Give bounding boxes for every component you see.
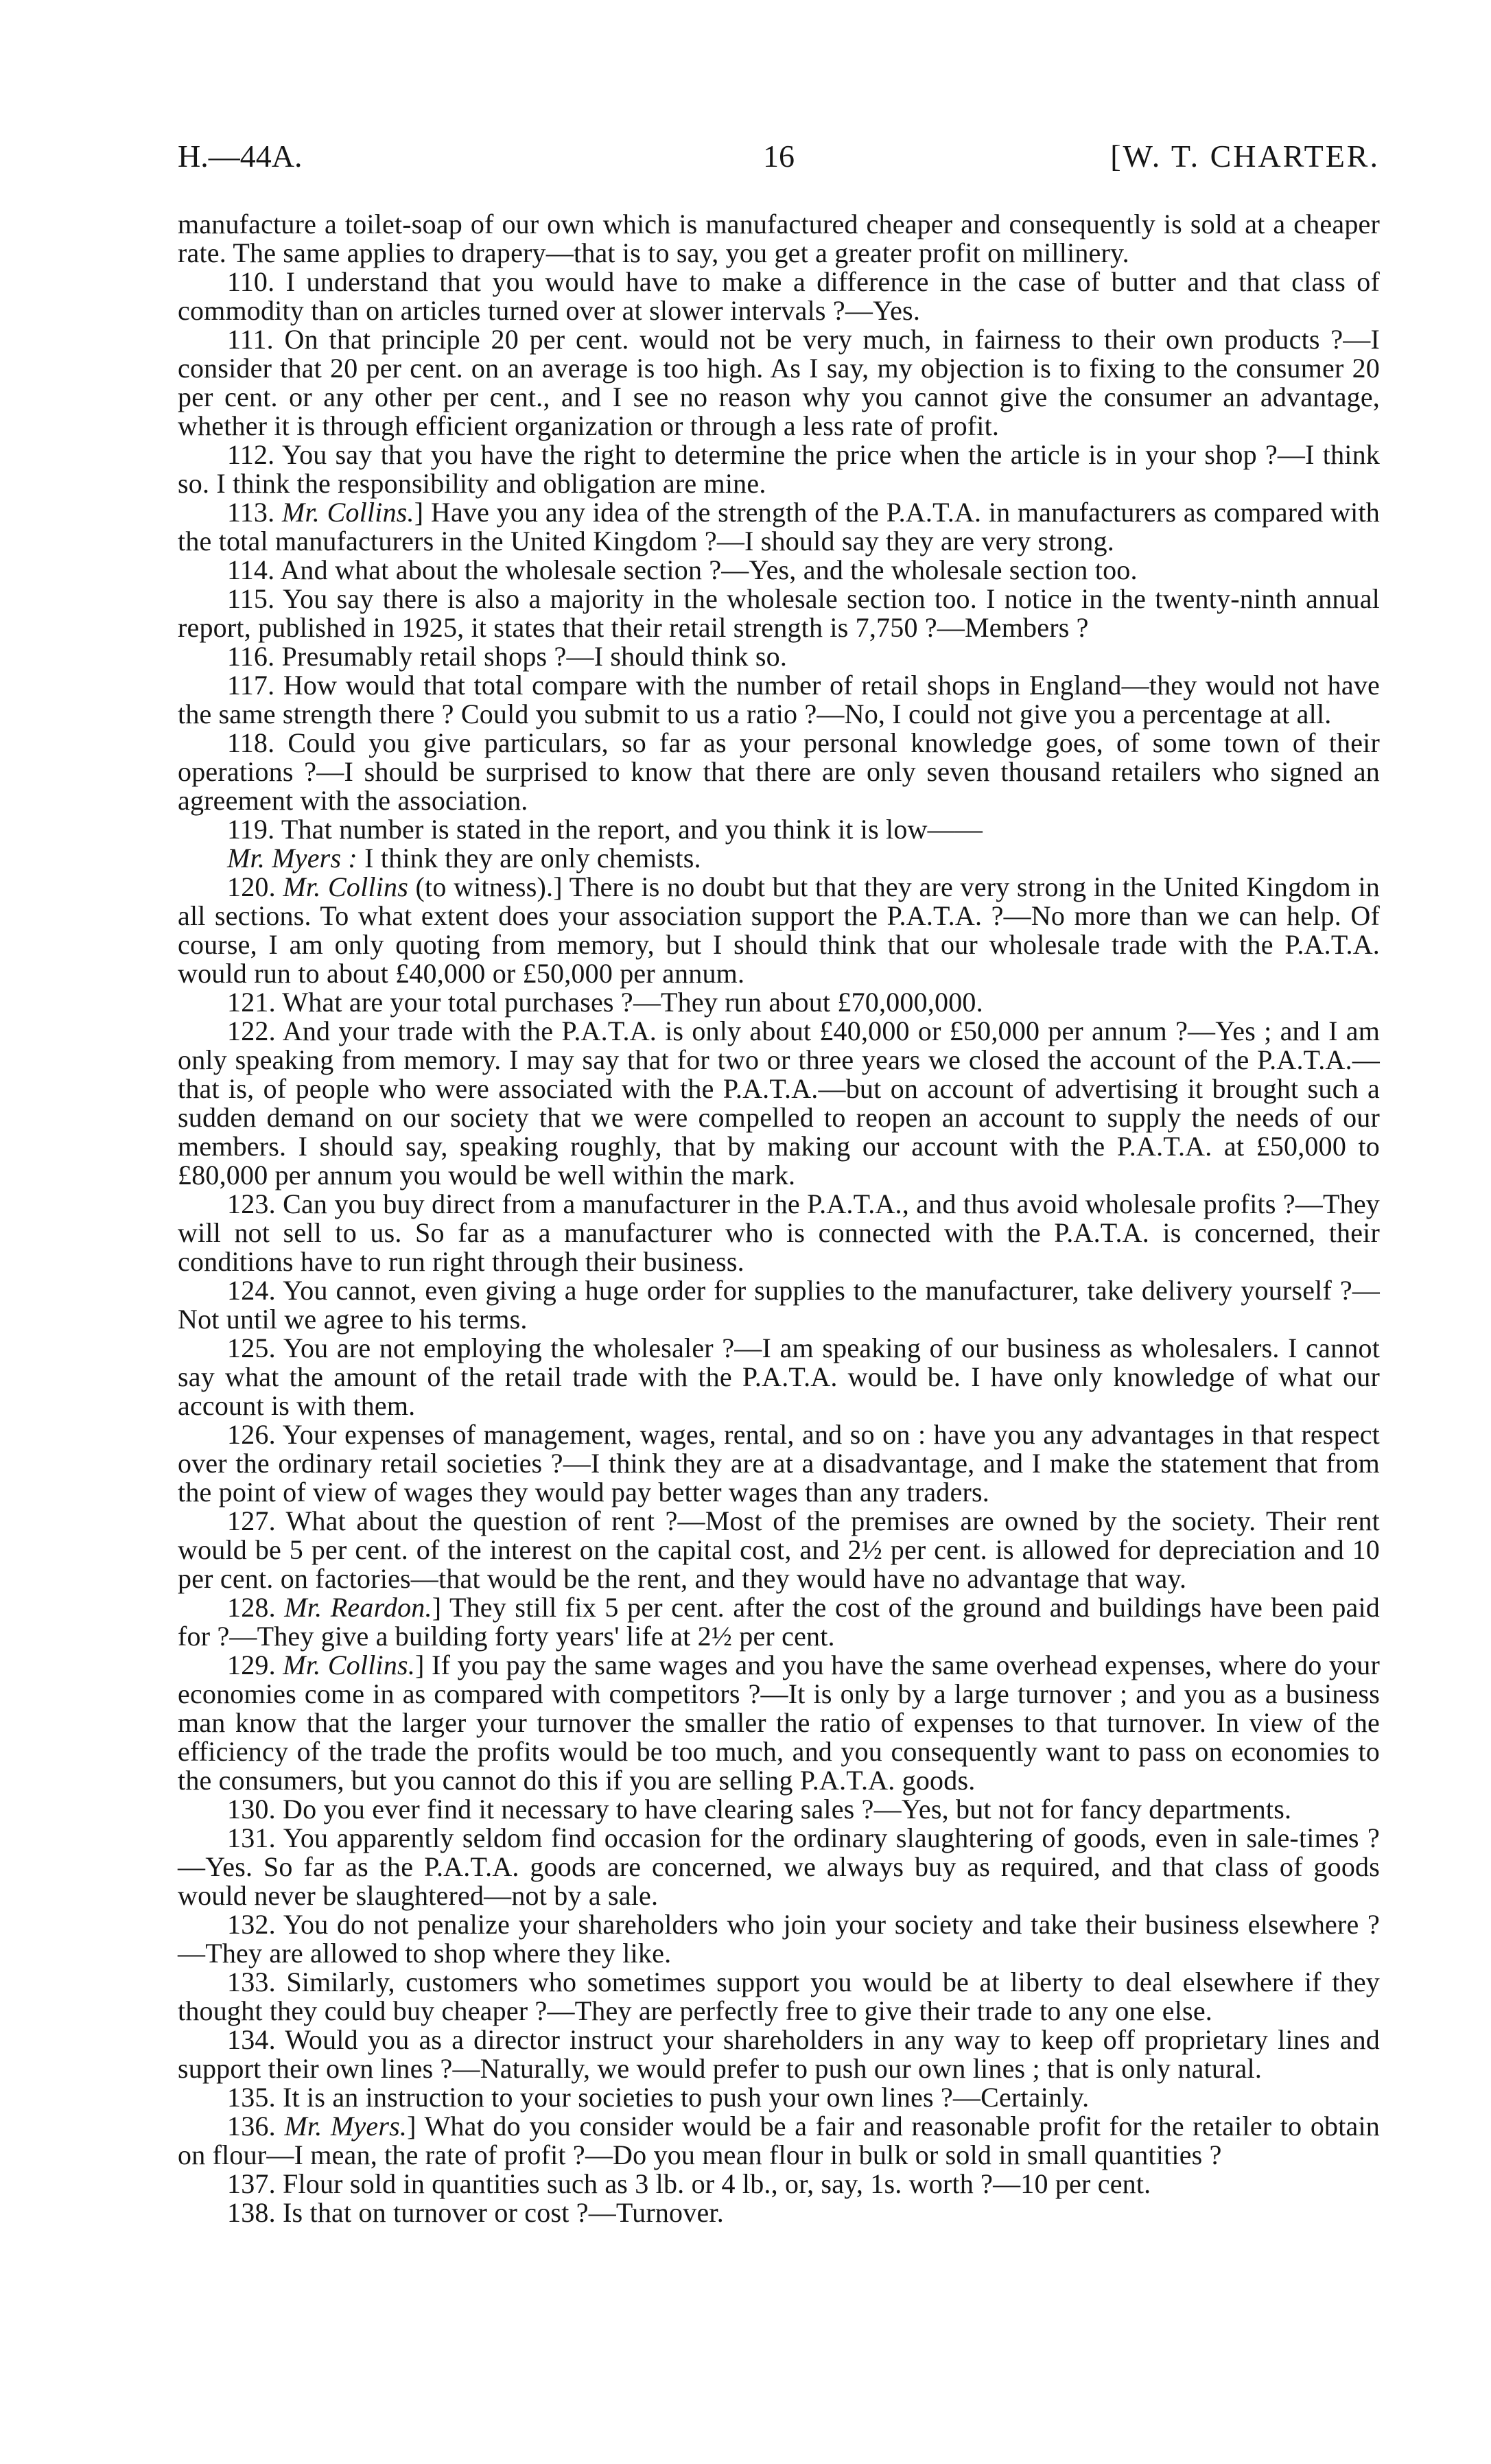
question-number: 134. — [227, 2024, 276, 2055]
question-number: 117. — [227, 670, 275, 701]
paragraph-text: Could you give particulars, so far as your personal knowledge goes, of some town of their operations ?—I should be surprised to know that there are only seven thousand retailers who signed an agreement with the association. — [178, 727, 1380, 816]
paragraph-text: You say there is also a majority in the wholesale section too. I notice in the twenty-ninth annual report, published in 1925, it states that their retail strength is 7,750 ?—Members ? — [178, 583, 1380, 643]
paragraph-text: Your expenses of management, wages, rental, and so on : have you any advantages in that respect over the ordinary retail societies ?—I think they are at a disadvantage, and I make the statement that from the point of view of wages they would pay better wages than any traders. — [178, 1419, 1380, 1507]
speaker-name: Mr. Collins. — [283, 1650, 416, 1680]
paragraph-text: I think they are only chemists. — [364, 843, 701, 873]
paragraph-text: Similarly, customers who sometimes support you would be at liberty to deal elsewhere if they thought they could buy cheaper ?—They are perfectly free to give their trade to any one else. — [178, 1967, 1380, 2026]
question-number: 124. — [227, 1275, 276, 1306]
speaker-name: Mr. Collins — [283, 871, 408, 902]
speaker-name: Mr. Reardon. — [284, 1592, 432, 1623]
paragraph-text: What are your total purchases ?—They run about £70,000,000. — [282, 987, 983, 1018]
paragraph-text: You cannot, even giving a huge order for supplies to the manufacturer, take delivery yourself ?—Not until we agree to his terms. — [178, 1275, 1380, 1335]
question-115 — [178, 585, 1380, 642]
paragraph-text: Would you as a director instruct your shareholders in any way to keep off proprietary lines and support their own lines ?—Naturally, we would prefer to push our own lines ; that is only natural. — [178, 2024, 1380, 2084]
question-number: 122. — [227, 1016, 276, 1046]
question-number: 118. — [227, 727, 275, 758]
witness-name: [W. T. CHARTER. — [1110, 139, 1380, 174]
question-number: 128. — [227, 1592, 276, 1623]
question-number: 121. — [227, 987, 276, 1018]
paragraph-text: That number is stated in the report, and you think it is low—— — [281, 814, 983, 845]
question-number: 132. — [227, 1909, 276, 1940]
speaker-bracket: ] — [415, 1650, 425, 1680]
question-number: 120. — [227, 871, 276, 902]
paragraph-text: How would that total compare with the number of retail shops in England—they would not have the same strength there ? Could you submit to us a ratio ?—No, I could not give you a percentage at all. — [178, 670, 1380, 729]
speaker-name: Mr. Myers. — [284, 2111, 408, 2142]
question-138 — [178, 2198, 1380, 2227]
speaker-bracket: (to witness).] — [408, 871, 563, 902]
paragraph-text: You say that you have the right to determine the price when the article is in your shop ?—I think so. I think the responsibility and obligation are mine. — [178, 439, 1381, 499]
page-header — [178, 137, 1380, 176]
question-113 — [178, 498, 1380, 556]
question-135 — [178, 2083, 1380, 2112]
question-125 — [178, 1334, 1380, 1420]
paragraph-text: manufacture a toilet-soap of our own which is manufactured cheaper and consequently is sold at a cheaper rate. The same applies to drapery—that is to say, you get a greater profit on millinery. — [178, 209, 1380, 268]
paragraph-text: Is that on turnover or cost ?—Turnover. — [283, 2197, 724, 2228]
question-number: 127. — [227, 1505, 276, 1536]
question-136 — [178, 2112, 1380, 2170]
speaker-bracket: ] — [414, 497, 424, 528]
question-112 — [178, 441, 1380, 498]
paragraph-text: Flour sold in quantities such as 3 lb. or 4 lb., or, say, 1s. worth ?—10 per cent. — [283, 2168, 1151, 2199]
question-111 — [178, 325, 1380, 441]
question-number: 131. — [227, 1822, 276, 1853]
question-number: 130. — [227, 1794, 276, 1824]
question-137 — [178, 2170, 1380, 2198]
paragraph-text: Presumably retail shops ?—I should think so. — [281, 641, 788, 672]
question-number: 110. — [227, 266, 275, 297]
question-110 — [178, 268, 1380, 325]
question-116 — [178, 642, 1380, 671]
question-number: 136. — [227, 2111, 276, 2142]
question-121 — [178, 988, 1380, 1017]
paragraph-text: And your trade with the P.A.T.A. is only about £40,000 or £50,000 per annum ?—Yes ; and I am only speaking from memory. I may say that for two or three years we closed the account of the P.A.T.A.—that is, of people who were associated with the P.A.T.A.—but on account of advertising it brought such a sudden demand on our society that we were compelled to reopen an account to supply the needs of our members. I should say, speaking roughly, that by making our account with the P.A.T.A. at £50,000 to £80,000 per annum you would be well within the mark. — [178, 1016, 1381, 1190]
question-119 — [178, 815, 1380, 844]
question-number: 119. — [227, 814, 275, 845]
question-118 — [178, 729, 1380, 815]
question-131 — [178, 1824, 1380, 1910]
continued-answer — [178, 210, 1380, 268]
speaker-bracket: ] — [407, 2111, 416, 2142]
speaker-bracket: ] — [432, 1592, 442, 1623]
question-number: 114. — [227, 554, 275, 585]
question-number: 123. — [227, 1188, 276, 1219]
question-number: 135. — [227, 2082, 276, 2113]
paragraph-text: Can you buy direct from a manufacturer in the P.A.T.A., and thus avoid wholesale profits ?—They will not sell to us. So far as a manufacturer who is connected with the P.A.T.A. is concerned, their conditions have to run right through their business. — [178, 1188, 1380, 1277]
paragraph-text: Have you any idea of the strength of the P.A.T.A. in manufacturers as compared with the total manufacturers in the United Kingdom ?—I should say they are very strong. — [178, 497, 1380, 556]
paragraph-text: You apparently seldom find occasion for the ordinary slaughtering of goods, even in sale-times ?—Yes. So far as the P.A.T.A. goods are concerned, we always buy as required, and that class of goods would never be slaughtered—not by a sale. — [178, 1822, 1380, 1911]
question-123 — [178, 1190, 1380, 1276]
question-126 — [178, 1420, 1380, 1507]
question-number: 115. — [227, 583, 275, 614]
page-number: 16 — [763, 139, 795, 174]
question-133 — [178, 1968, 1380, 2026]
question-number: 111. — [227, 324, 274, 355]
speaker-name: Mr. Collins. — [281, 497, 414, 528]
question-number: 133. — [227, 1967, 276, 1997]
question-122 — [178, 1017, 1380, 1190]
paragraph-text: It is an instruction to your societies to push your own lines ?—Certainly. — [283, 2082, 1090, 2113]
paragraph-text: What about the question of rent ?—Most of the premises are owned by the society. Their rent would be 5 per cent. of the interest on the capital cost, and 2½ per cent. is allowed for depreciation and 10 per cent. on factories—that would be the rent, and they would have no advantage that way. — [178, 1505, 1380, 1594]
paper-reference: H.—44A. — [178, 139, 303, 174]
question-117 — [178, 671, 1380, 729]
question-number: 126. — [227, 1419, 276, 1450]
speaker-name: Mr. Myers : — [227, 843, 357, 873]
paragraph-text: If you pay the same wages and you have the same overhead expenses, where do your economies come in as compared with competitors ?—It is only by a large turnover ; and you as a business man know that the larger your turnover the smaller the ratio of expenses to that turnover. In view of the efficiency of the trade the profits would be too much, and you consequently want to pass on economies to the consumers, but you cannot do this if you are selling P.A.T.A. goods. — [178, 1650, 1380, 1796]
question-number: 116. — [227, 641, 275, 672]
paragraph-text: What do you consider would be a fair and reasonable profit for the retailer to obtain on flour—I mean, the rate of profit ?—Do you mean flour in bulk or sold in small quantities ? — [178, 2111, 1380, 2170]
question-129 — [178, 1651, 1380, 1795]
paragraph-text: And what about the wholesale section ?—Yes, and the wholesale section too. — [280, 554, 1138, 585]
question-number: 113. — [227, 497, 275, 528]
question-number: 138. — [227, 2197, 276, 2228]
paragraph-text: I understand that you would have to make a difference in the case of butter and that class of commodity than on articles turned over at slower intervals ?—Yes. — [178, 266, 1381, 326]
question-127 — [178, 1507, 1380, 1593]
question-132 — [178, 1910, 1380, 1968]
paragraph-text: On that principle 20 per cent. would not be very much, in fairness to their own products ?—I consider that 20 per cent. on an average is too high. As I say, my objection is to fixing to the consumer 20 per cent. or any other per cent., and I see no reason why you cannot give the consumer an advantage, whether it is through efficient organization or through a less rate of profit. — [178, 324, 1381, 441]
question-128 — [178, 1593, 1380, 1651]
paragraph-text: They still fix 5 per cent. after the cost of the ground and buildings have been paid for ?—They give a building forty years' life at 2½ per cent. — [178, 1592, 1381, 1652]
evidence-text — [178, 210, 1380, 2227]
paragraph-text: There is no doubt but that they are very strong in the United Kingdom in all sections. To what extent does your association support the P.A.T.A. ?—No more than we can help. Of course, I am only quoting from memory, but I should think that our wholesale trade with the P.A.T.A. would run to about £40,000 or £50,000 per annum. — [178, 871, 1381, 989]
question-124 — [178, 1276, 1380, 1334]
question-number: 112. — [227, 439, 275, 470]
question-number: 137. — [227, 2168, 276, 2199]
question-120 — [178, 873, 1380, 988]
question-130 — [178, 1795, 1380, 1824]
interjection-myers — [178, 844, 1380, 873]
question-number: 129. — [227, 1650, 276, 1680]
question-number: 125. — [227, 1333, 276, 1363]
paragraph-text: You do not penalize your shareholders who join your society and take their business elsewhere ?—They are allowed to shop where they like. — [178, 1909, 1381, 1969]
paragraph-text: Do you ever find it necessary to have clearing sales ?—Yes, but not for fancy departments. — [283, 1794, 1292, 1824]
question-114 — [178, 556, 1380, 585]
paragraph-text: You are not employing the wholesaler ?—I am speaking of our business as wholesalers. I cannot say what the amount of the retail trade with the P.A.T.A. would be. I have only knowledge of what our account is with them. — [178, 1333, 1381, 1421]
question-134 — [178, 2026, 1380, 2083]
